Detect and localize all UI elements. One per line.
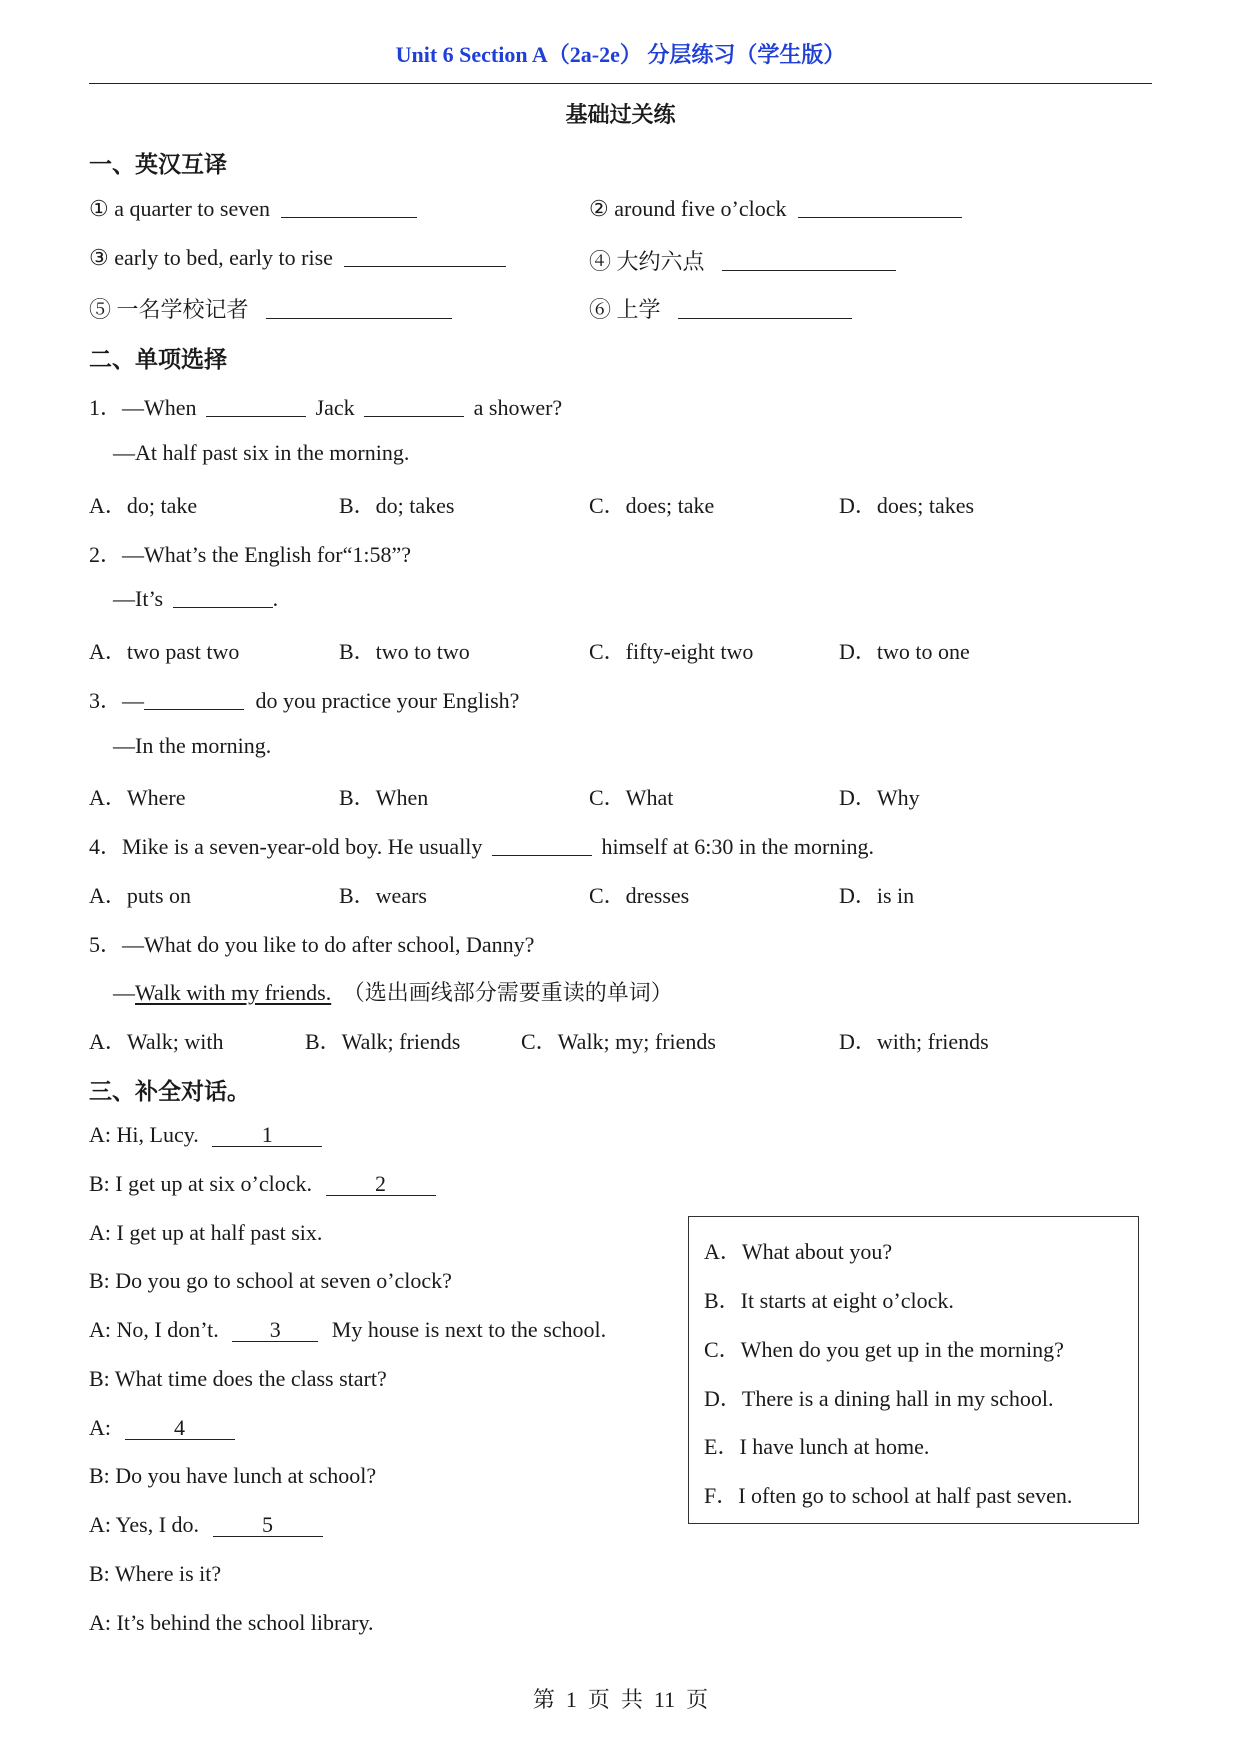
underlined-answer: Walk with my friends.: [135, 980, 332, 1005]
option-d[interactable]: D．with; friends: [839, 1029, 989, 1054]
option-d[interactable]: D．does; takes: [839, 493, 975, 518]
answer-blank[interactable]: [206, 398, 306, 417]
translation-item-3-text: ③ early to bed, early to rise: [89, 245, 333, 270]
header-divider: [89, 83, 1152, 84]
numbered-blank-2[interactable]: 2: [326, 1173, 436, 1196]
option-b[interactable]: B．Walk; friends: [305, 1029, 461, 1054]
question-5-instruction: （选出画线部分需要重读的单词）: [342, 980, 673, 1005]
dialogue-text: A: Hi, Lucy.: [89, 1122, 199, 1147]
translation-item-2-text: ② around five o’clock: [589, 196, 787, 221]
answer-blank[interactable]: [281, 199, 417, 218]
option-b[interactable]: B．do; takes: [339, 493, 455, 518]
question-4-end: himself at 6:30 in the morning.: [601, 834, 874, 859]
dialogue-option-a[interactable]: A．What about you?: [704, 1239, 893, 1264]
dialogue-line: B: What time does the class start?: [89, 1366, 387, 1391]
question-1-start: 1．—When: [89, 395, 197, 420]
question-5-stem: 5．—What do you like to do after school, Danny?: [89, 932, 535, 957]
numbered-blank-3[interactable]: 3: [232, 1319, 318, 1342]
translation-item-4-text: ④ 大约六点: [589, 249, 705, 274]
dialogue-line: [89, 1317, 606, 1343]
question-3-response: —In the morning.: [113, 733, 272, 758]
numbered-blank-1[interactable]: 1: [212, 1124, 322, 1147]
dialogue-line: B: Do you go to school at seven o’clock?: [89, 1268, 452, 1293]
dialogue-option-d[interactable]: D．There is a dining hall in my school.: [704, 1386, 1054, 1411]
option-a[interactable]: A．puts on: [89, 883, 192, 908]
translation-item-1-text: ① a quarter to seven: [89, 196, 270, 221]
answer-blank[interactable]: [798, 199, 962, 218]
dialogue-line: A: It’s behind the school library.: [89, 1610, 374, 1635]
question-2-stem: 2．—What’s the English for“1:58”?: [89, 542, 411, 567]
answer-blank[interactable]: [266, 300, 452, 319]
dialogue-line: A: I get up at half past six.: [89, 1220, 323, 1245]
question-4-start: 4．Mike is a seven-year-old boy. He usually: [89, 834, 483, 859]
options-box: [688, 1216, 1139, 1524]
question-1-end: a shower?: [473, 395, 563, 420]
numbered-blank-4[interactable]: 4: [125, 1417, 235, 1440]
option-d[interactable]: D．two to one: [839, 639, 970, 664]
page-heading: 基础过关练: [565, 102, 676, 127]
dialogue-line: [89, 1171, 436, 1197]
option-b[interactable]: B．wears: [339, 883, 427, 908]
option-c[interactable]: C．What: [589, 785, 674, 810]
dialogue-option-b[interactable]: B．It starts at eight o’clock.: [704, 1288, 954, 1313]
option-a[interactable]: A．Walk; with: [89, 1029, 224, 1054]
answer-blank[interactable]: [492, 837, 592, 856]
dialogue-text: A: No, I don’t.: [89, 1317, 219, 1342]
dialogue-line: [89, 1122, 322, 1148]
dialogue-text: A: Yes, I do.: [89, 1512, 200, 1537]
answer-blank[interactable]: [344, 248, 506, 267]
dialogue-line: B: Where is it?: [89, 1561, 222, 1586]
translation-item-3: [89, 245, 506, 271]
option-a[interactable]: A．two past two: [89, 639, 240, 664]
option-c[interactable]: C．Walk; my; friends: [521, 1029, 716, 1054]
section1-heading: 一、英汉互译: [89, 152, 227, 177]
option-c[interactable]: C．dresses: [589, 883, 690, 908]
page-number: 第 1 页 共 11 页: [532, 1687, 709, 1712]
dialogue-option-e[interactable]: E．I have lunch at home.: [704, 1434, 930, 1459]
translation-item-2: [589, 196, 962, 222]
option-a[interactable]: A．do; take: [89, 493, 198, 518]
answer-blank[interactable]: [173, 589, 273, 608]
section2-heading: 二、单项选择: [89, 347, 227, 372]
option-c[interactable]: C．fifty-eight two: [589, 639, 754, 664]
dialogue-line: B: Do you have lunch at school?: [89, 1463, 377, 1488]
question-5-response: [113, 976, 673, 1007]
option-c[interactable]: C．does; take: [589, 493, 715, 518]
option-d[interactable]: D．Why: [839, 785, 920, 810]
translation-item-6-text: ⑥ 上学: [589, 297, 661, 322]
answer-blank[interactable]: [144, 691, 244, 710]
question-1-response: —At half past six in the morning.: [113, 440, 410, 465]
dialogue-option-f[interactable]: F．I often go to school at half past seven.: [704, 1483, 1073, 1508]
question-3: [89, 684, 519, 715]
question-1-mid: Jack: [315, 395, 355, 420]
question-4: [89, 830, 874, 861]
answer-blank[interactable]: [364, 398, 464, 417]
question-2-response: [113, 586, 278, 612]
dialogue-text: A:: [89, 1415, 111, 1440]
translation-item-4: [589, 245, 896, 276]
document-title: Unit 6 Section A（2a-2e） 分层练习（学生版）: [395, 42, 846, 67]
dialogue-text: B: I get up at six o’clock.: [89, 1171, 313, 1196]
dialogue-text-after: My house is next to the school.: [331, 1317, 607, 1342]
option-b[interactable]: B．two to two: [339, 639, 470, 664]
dialogue-line: [89, 1415, 235, 1441]
question-5-dash: —: [113, 980, 135, 1005]
question-1: [89, 391, 562, 422]
option-b[interactable]: B．When: [339, 785, 429, 810]
translation-item-5-text: ⑤ 一名学校记者: [89, 297, 249, 322]
translation-item-6: [589, 293, 852, 324]
question-2-response-start: —It’s: [113, 586, 164, 611]
dialogue-line: [89, 1512, 323, 1538]
dialogue-option-c[interactable]: C．When do you get up in the morning?: [704, 1337, 1064, 1362]
section3-heading: 三、补全对话。: [89, 1079, 250, 1104]
option-a[interactable]: A．Where: [89, 785, 186, 810]
question-2-response-end: .: [272, 586, 279, 611]
numbered-blank-5[interactable]: 5: [213, 1514, 323, 1537]
answer-blank[interactable]: [722, 252, 896, 271]
translation-item-5: [89, 293, 452, 324]
answer-blank[interactable]: [678, 300, 852, 319]
translation-item-1: [89, 196, 417, 222]
question-3-start: 3．—: [89, 688, 145, 713]
option-d[interactable]: D．is in: [839, 883, 915, 908]
question-3-end: do you practice your English?: [255, 688, 520, 713]
